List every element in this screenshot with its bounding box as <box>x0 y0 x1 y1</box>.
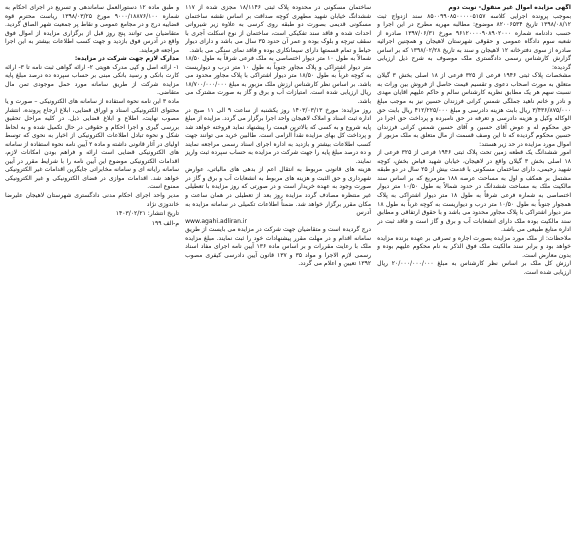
publication-date: تاریخ انتشار: ۱۴۰۳/۰۲/۲۱ <box>115 210 180 218</box>
notice-column-right <box>377 4 571 546</box>
notice-paragraph: ۱- ارائه اصل و کپی مدرک هویتی ۲- ارائه گواهی ثبت نامه تا ۳- ارائه کارت بانکی و رسید بانکی مبنی بر حساب سپرده ده درصد مبلغ پایه مزایده شرکت از طریق سامانه مورد حمل موجودی تمن مال متقاضی. <box>5 63 180 97</box>
notice-paragraph: هزینه های قانونی مربوط به انتقال اعم از بدهی های مالیاتی، عوارض شهرداری و حق الثبت و هزینه های مربوط به انشعابات آب و برق و گاز در صورت وجود به عهده خریدار است و در صورتی که روز مزایده با تعطیلی غیر منتظره مصادف گردد مزایده روز بعد از تعطیلی در همان ساعت و مکان مقرر برگزار خواهد شد. ضمناً اطلاعات تکمیلی در سامانه مزایده به آدرس <box>185 166 372 217</box>
required-documents-heading: مدارک لازم جهت شرکت در مزایده: <box>74 55 180 63</box>
notice-paragraph: درج گردیده است و متقاضیان جهت شرکت در مزایده می بایست از طریق سامانه اقدام و در مهلت مقرر پیشنهادات خود را ثبت نمایند. مبلغ مزایده ملک با رعایت مقررات و بر اساس ماده ۱۳۶ آیین نامه اجرای مفاد اسناد رسمی لازم الاجرا و مواد ۳۵ و ۱۳۷ قانون آیین دادرسی کیفری مصوب ۱۳۹۲ تعیین و اعلام می گردد. <box>185 226 372 268</box>
notice-paragraph: مشخصات پلاک ثبتی ۱۹۴۶ فرعی از ۳۲۵ فرعی از ۱۸ اصلی بخش ۳ گیلان متعلق به مورث اصحاب دعوی و تقسیم قیمت حاصل از فروش بین وراث به نسبت سهم هر یک مطابق نظریه کارشناس سالم و حاکم علیهم اقایان مهدی و نادر و خانم ناهید جملگی شمس کرانی فرزندان حسین نیز به موجب مبلغ ۳/۴۳۶/۸۷۵/۰۰۰ ریال بابت هزینه دادرسی و مبلغ ۴۱۲/۲۲۵/۰۰۰ ریال بابت حق الوکاله وکیل و هزینه دادرسی و تعرفه در حق نامبرده و پرداخت حق اجرا در حق محکوم له و عوض آقای حسین و آقای حسین شمس کرانی فرزندان حسین محکوم گردیده که تا این وصف قسمت از مال متعلق به ملک مزبور از اموال مورد مزایده در حد زیر هستند: <box>377 72 571 148</box>
notice-paragraph: ارزش کل ملک بر اساس نظر کارشناس به مبلغ ۲۰/۰۰۰/۰۰۰/۰۰۰ ریال ارزیابی شده است. <box>377 260 571 276</box>
notice-column-left <box>5 4 179 546</box>
notice-title: آگهی مزایده اموال غیر منقول- نوبت دوم <box>448 4 571 11</box>
notice-paragraph: ملاحظات: از ملک مورد مزایده بصورت اجاره و تصرفی بر عهده برنده مزایده خواهد بود و برابر سند مالکیت ملک فوق الذکر به نام محکوم علیهم بوده و بدون معارض است. <box>377 234 571 259</box>
notice-paragraph: روز مزایده: مورخ ۱۴۰۳/۰۳/۱۳ روز یکشنبه از ساعت ۹ الی ۱۱ صبح در اداره ثبت اسناد و املاک لاهیجان واحد اجرا برگزار می گردد. مزایده از مبلغ پایه شروع و به کسی که بالاترین قیمت را پیشنهاد نماید فروخته خواهد شد و پرداخت کل بهای مزایده نقداً الزامی است. طالبین خرید می توانند جهت کسب اطلاعات بیشتر و بازدید به اداره اجرای اسناد رسمی مراجعه نمایند و ده درصد مبلغ پایه را جهت شرکت در مزایده به حساب سپرده ثبت واریز نمایند. <box>185 106 372 165</box>
notice-paragraph: ماده ۳ این نامه نحوه استفاده از سامانه های الکترونیکی – صورت و یا محتوای الکترونیکی اسناد و اوراق قضایی، ابلاغ ارجاع پرونده، انتشار مصوب نهایت، اطلاع و ابلاغ قضایی ذیل. در کلیه مراحل تحقیق بررسی گیری و اجرا احکام و حقوقی در حال تکمیل شده و به لحاظ شکل و نحوه تبادل اطلاعات الکترونیکی از اخیار به نحوی که توسط اولیای در آثار قانونی داشته و ماده ۲ آیین نامه نحوه استفاده از سامانه های الکترونیکی قضایی است ارائه و فراهم بودن امکانات لازم، اقدامات الکترونیکی موضوع این آیین نامه را با شرایط مقرر در آیین سامانه رایانه ای و سامانه مخابراتی جایگزین اقدامات غیر الکترونیکی خواهد شد. اقدامات موازی در فضای الکترونیکی و غیر الکترونیکی ممنوع است. <box>5 98 180 191</box>
notice-paragraph: شمالاً به طول ۱۰ متر دیوار اختصاصی به ملک فرعی شرقاً به طول ۱۸/۵۰ متر دیوار اشتراکی و پلاک مجاور جنوباً به طول ۱۰ متر درب و دیواریست به کوچه غرباً به طول ۱۸/۵۰ متر دیوار اشتراکی با پلاک مجاور محدود می باشد. بر اساس نظر کارشناس ارزش ملک مزبور به مبلغ ۱۸/۷۰۰/۰۰۰/۰۰۰ ریال ارزیابی شده است. امتیازات آب و برق و گاز به صورت مشترک می باشد. <box>185 55 372 106</box>
auction-website-link[interactable]: www.agahi.adliran.ir <box>185 217 248 225</box>
notice-paragraph: امور ششدانگ یک قطعه زمین تحت پلاک ثبتی ۱۹۴۶ فرعی از ۳۲۵ فرعی از ۱۸ اصلی بخش ۳ گیلان واقع در لاهیجان، خیابان شهید فیاض بخش، کوچه شهید رحیمی، دارای ساختمان مسکونی با قدمت بیش از ۲۵ سال در دو طبقه مشتمل بر همکف و اول به مساحت عرصه ۱۸۸ مترمربع که بر اساس سند مالکیت ملک به مساحت ششدانگ در حدود شمالاً به طول ۱۰/۵۰ متر دیوار اختصاصی به شماره فرعی شرقاً به طول ۱۸ متر دیوار اشتراکی به پلاک همجوار جنوباً به طول ۱۰/۵۰ متر درب و دیواریست به کوچه غرباً به طول ۱۸ متر دیوار اشتراکی با پلاک مجاور محدود می باشد و با حقوق ارتفاقی و مطابق سند مالکیت بوده ملک دارای انشعابات آب و برق و گاز است و فاقد ثبت در اداره منابع طبیعی می باشد. <box>377 149 571 234</box>
notice-paragraph: ساختمان مسکونی در محدوده پلاک ثبتی ۱۸/۱۱۴۶ مجزی شده از ۱۱۷ ششدانگ خیابان شهید مطهری کوچه صداقت بر اساس نقشه ساختمان مسکونی قدیمی بصورت دو طبقه روی کرسی به علاوه زیر شیروانی احداث شده و فاقد سند تفکیکی است، ساختمان از نوع اسکلت آجری با سقف تیرچه و بلوک بوده و عمر آن حدود ۳۵ سال می باشد و دارای دیوار حیاط و تمام قسمتها دارای سیمانکاری بوده و فاقد نمای سنگی می باشد. <box>185 4 372 54</box>
notice-paragraph: بموجب پرونده اجرایی کلاسه ۸۵۰۰۹۹۰۸۵۰۰۰۰۰۵۱۵۷ سند ازدواج ثبت ۱۳۹۸/۰۸/۱۲ تاریخ ۸۲۰۰۶۵۳۴ موضوع: مطالبه مهریه مطرح در این اجرا و حسب دادنامه شماره ۹۶۱۲۰۰۰۰۹۰۸۹۰۲۰۰۰ مورخ ۱۳۹۷/۰۶/۳۱ صادره از شعبه سوم دادگاه عمومی و حقوقی شهرستان لاهیجان و همچنین اجرائیه صادره از سوی دفترخانه ۱۲ لاهیجان و سند به تاریخ ۱۳۹۸/۰۲/۲۸ که بر اساس گزارش کارشناس رسمی دادگستری ملک موصوف به شرح ذیل ارزیابی گردیده: <box>377 12 571 71</box>
notice-code: م-الف ۱۹۹ <box>151 219 180 227</box>
notice-signature: مدیر واحد اجرای احکام مدنی دادگستری شهرستان لاهیجان علیرضا خاندوزی نژاد <box>5 192 180 208</box>
notice-paragraph: و طبق ماده ۱۲ دستورالعمل ساماندهی و تسریع در اجرای احکام به شماره ۹۰۰۰/۱۸۸۷۶/۱۰۰ مورخ ۱۳۹۸/۰۳/۲۵ ریاست محترم قوه قضاییه درج و در مجامع عمومی و نقاط پر جمعیت شهر الصاق گردید. متقاضیان می توانند پنج روز قبل از برگزاری مزایده از اموال فوق واقع در آدرس فوق بازدید و جهت کسب اطلاعات بیشتر به این اجرا مراجعه فرمایند. <box>5 4 180 54</box>
notice-column-middle <box>185 4 371 546</box>
